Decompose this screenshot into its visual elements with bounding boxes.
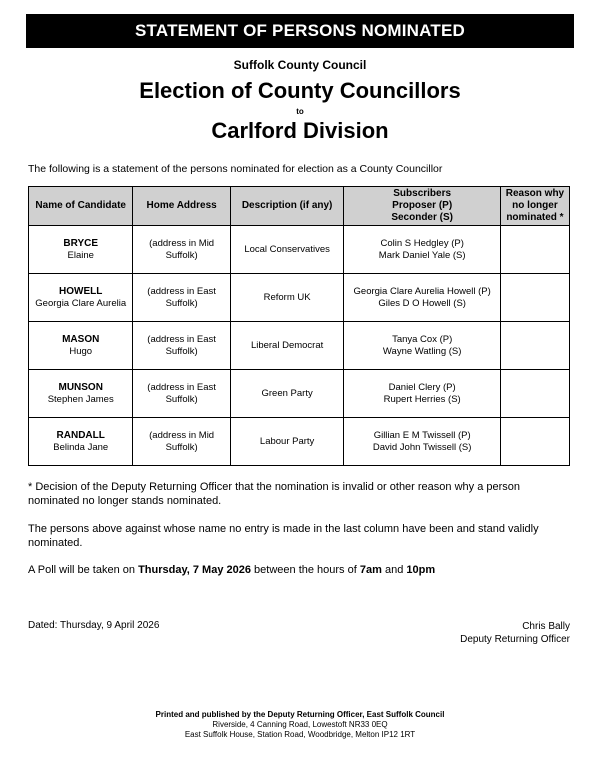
footer-address-1: Riverside, 4 Canning Road, Lowestoft NR33 0EQ [212, 720, 388, 729]
header-description: Description (if any) [230, 187, 344, 226]
candidate-surname: BRYCE [63, 237, 99, 249]
candidate-surname: HOWELL [59, 285, 103, 297]
candidate-address [133, 370, 230, 418]
table-row [29, 274, 570, 322]
candidate-subscribers [344, 274, 500, 322]
address-line2: Suffolk) [165, 345, 198, 357]
footer-printed: Printed and published by the Deputy Returning Officer, East Suffolk Council [155, 710, 445, 719]
address-line2: Suffolk) [165, 441, 198, 453]
proposer: Colin S Hedgley (P) [380, 237, 464, 249]
poll-prefix: A Poll will be taken on [28, 564, 136, 576]
table-header-row [29, 187, 570, 226]
candidate-subscribers [344, 322, 500, 370]
address-line1: (address in Mid [149, 429, 215, 441]
candidate-name [29, 370, 133, 418]
candidate-address [133, 322, 230, 370]
candidate-subscribers [344, 370, 500, 418]
proposer: Tanya Cox (P) [392, 333, 453, 345]
candidate-description: Green Party [230, 370, 344, 418]
candidate-reason [500, 322, 569, 370]
footer [0, 710, 600, 740]
banner-title: STATEMENT OF PERSONS NOMINATED [135, 21, 465, 40]
seconder: Wayne Watling (S) [382, 345, 462, 357]
seconder: Mark Daniel Yale (S) [378, 249, 466, 261]
header-reason-line1: Reason why [505, 188, 565, 199]
candidate-surname: MUNSON [58, 381, 103, 393]
signature-block [460, 620, 570, 646]
candidate-description: Liberal Democrat [230, 322, 344, 370]
proposer: Daniel Clery (P) [388, 381, 456, 393]
address-line2: Suffolk) [165, 249, 198, 261]
asterisk-note: * Decision of the Deputy Returning Officer that the nomination is invalid or other reason why a person nominated no longer stands nominated. [28, 481, 521, 507]
council-name: Suffolk County Council [233, 58, 367, 72]
address-line1: (address in East [147, 381, 216, 393]
candidate-reason [500, 226, 569, 274]
header-subscribers [344, 187, 500, 226]
poll-start: 7am [359, 564, 382, 576]
candidate-reason [500, 274, 569, 322]
candidate-subscribers [344, 226, 500, 274]
candidate-description: Reform UK [230, 274, 344, 322]
officer-name: Chris Bally [522, 621, 570, 632]
seconder: Giles D O Howell (S) [378, 297, 466, 309]
candidate-name [29, 274, 133, 322]
candidate-subscribers [344, 418, 500, 466]
header-subscribers-line3: Seconder (S) [391, 212, 453, 223]
candidate-surname: RANDALL [56, 429, 105, 441]
address-line1: (address in East [147, 285, 216, 297]
candidate-forenames: Georgia Clare Aurelia [35, 297, 127, 309]
table-row [29, 418, 570, 466]
candidate-surname: MASON [62, 333, 100, 345]
seconder: Rupert Herries (S) [383, 393, 461, 405]
officer-role: Deputy Returning Officer [460, 634, 570, 645]
candidate-name [29, 418, 133, 466]
candidate-description: Local Conservatives [230, 226, 344, 274]
proposer: Gillian E M Twissell (P) [373, 429, 471, 441]
election-title: Election of County Councillors [139, 78, 461, 103]
candidate-description: Labour Party [230, 418, 344, 466]
valid-nomination-note: The persons above against whose name no entry is made in the last column have been and stand validly nominated. [28, 523, 539, 549]
table-row [29, 370, 570, 418]
address-line1: (address in East [147, 333, 216, 345]
candidate-address [133, 226, 230, 274]
header-subscribers-line1: Subscribers [393, 188, 452, 199]
document-banner [26, 14, 574, 48]
candidate-forenames: Belinda Jane [53, 441, 109, 453]
seconder: David John Twissell (S) [372, 441, 472, 453]
candidate-forenames: Stephen James [47, 393, 114, 405]
header-name: Name of Candidate [29, 187, 133, 226]
table-row [29, 226, 570, 274]
header-reason [500, 187, 569, 226]
address-line2: Suffolk) [165, 297, 198, 309]
candidate-reason [500, 418, 569, 466]
poll-date: Thursday, 7 May 2026 [138, 564, 251, 576]
poll-end: 10pm [406, 564, 436, 576]
poll-and: and [384, 564, 404, 576]
division-title: Carlford Division [211, 118, 389, 143]
candidate-name [29, 322, 133, 370]
footer-address-2: East Suffolk House, Station Road, Woodbridge, Melton IP12 1RT [184, 730, 416, 739]
candidates-table [28, 186, 570, 466]
address-line1: (address in Mid [149, 237, 215, 249]
address-line2: Suffolk) [165, 393, 198, 405]
header-reason-line2: no longer [512, 200, 558, 211]
header-subscribers-line2: Proposer (P) [392, 200, 453, 211]
table-row [29, 322, 570, 370]
candidate-address [133, 274, 230, 322]
header-address: Home Address [133, 187, 230, 226]
proposer: Georgia Clare Aurelia Howell (P) [353, 285, 491, 297]
candidate-forenames: Hugo [69, 345, 93, 357]
poll-mid: between the hours of [254, 564, 357, 576]
poll-statement [28, 563, 570, 577]
candidate-forenames: Elaine [67, 249, 94, 261]
intro-statement: The following is a statement of the persons nominated for election as a County Councillor [28, 163, 443, 175]
to-word: to [296, 107, 304, 116]
candidate-address [133, 418, 230, 466]
dated-line: Dated: Thursday, 9 April 2026 [28, 620, 160, 631]
candidate-name [29, 226, 133, 274]
candidate-reason [500, 370, 569, 418]
header-reason-line3: nominated * [506, 212, 564, 223]
